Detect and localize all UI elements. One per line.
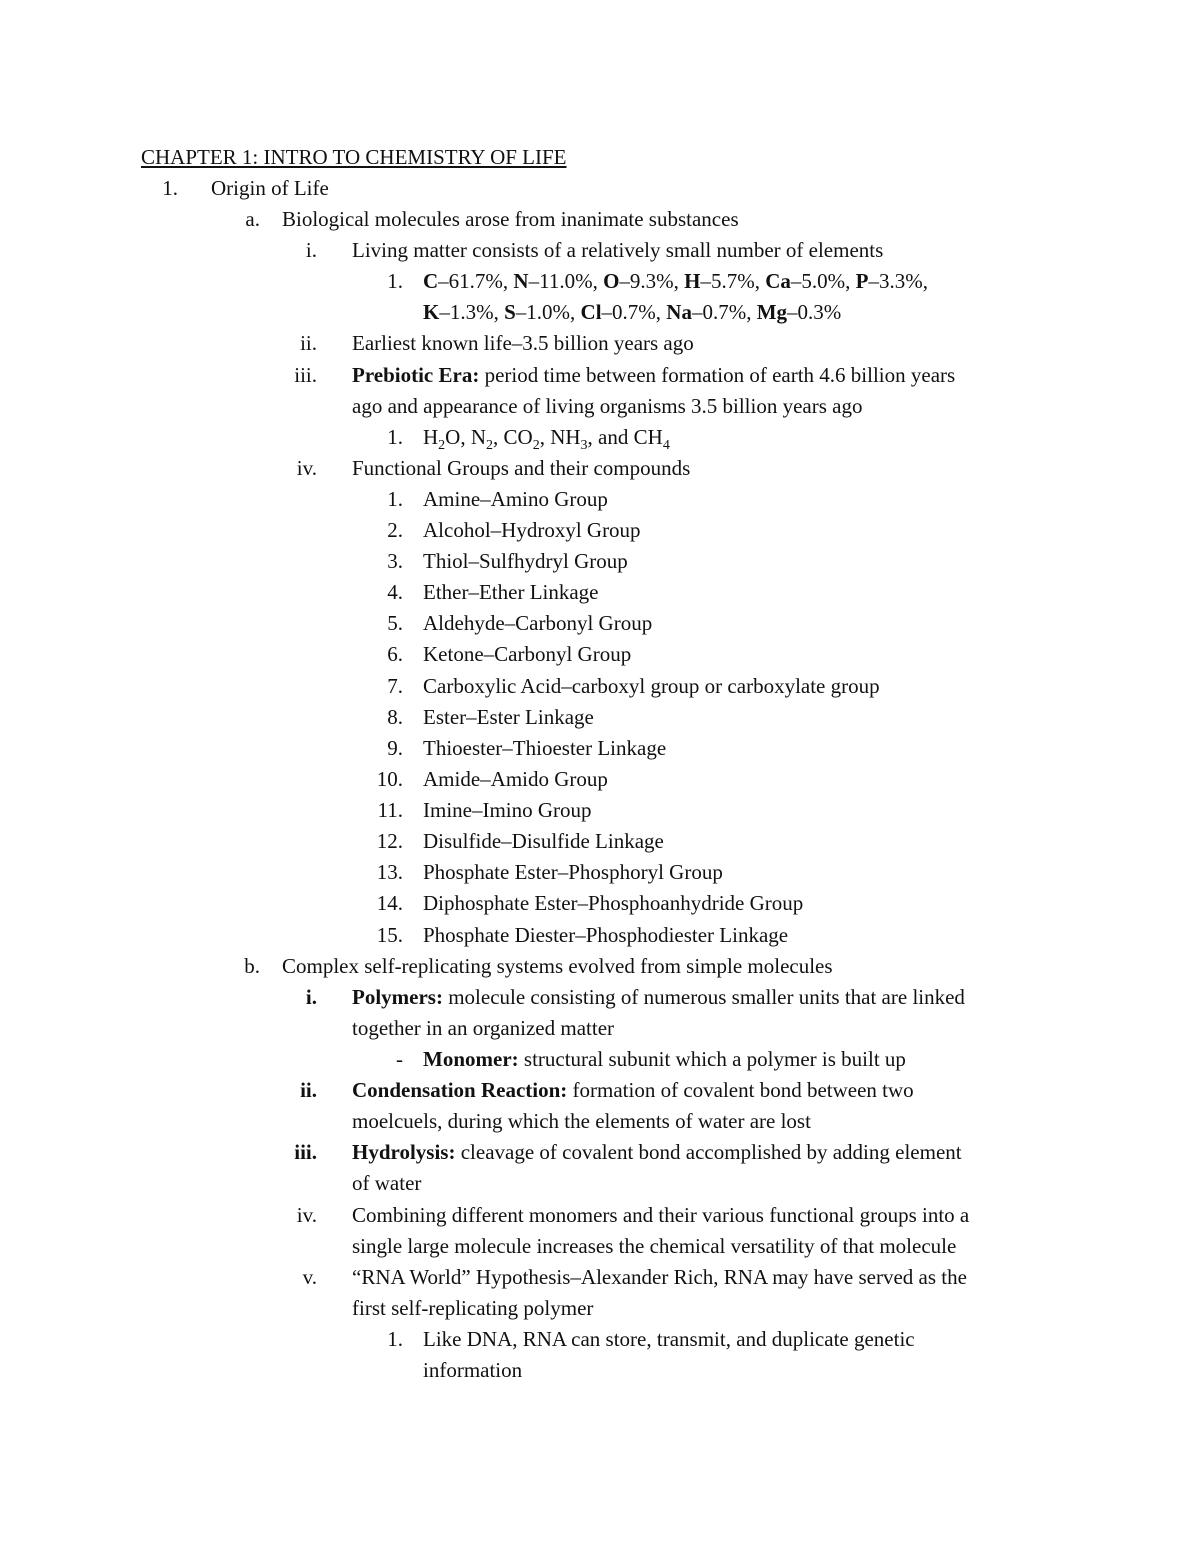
- functional-group-item: Ketone–Carbonyl Group: [423, 642, 632, 666]
- chemical-formulas: $H_2O$, $N_2$, $CO_2$, $NH_3$, and $CH_4$: [423, 425, 670, 453]
- list-marker: 9.: [387, 736, 403, 760]
- list-item-text: “RNA World” Hypothesis–Alexander Rich, RNA may have served as the: [352, 1265, 967, 1289]
- list-marker: 8.: [387, 705, 403, 729]
- list-marker: 12.: [376, 829, 403, 853]
- functional-group-item: Diphosphate Ester–Phosphoanhydride Group: [423, 891, 804, 915]
- list-marker: b.: [244, 954, 260, 978]
- element-percentages-line-2: K–1.3%, S–1.0%, Cl–0.7%, Na–0.7%, Mg–0.3%: [423, 300, 842, 324]
- dash-bullet: -: [396, 1047, 403, 1071]
- list-marker: 1.: [387, 487, 403, 511]
- list-marker: 2.: [387, 518, 403, 542]
- functional-group-item: Amide–Amido Group: [423, 767, 608, 791]
- list-marker: iv.: [296, 1203, 317, 1227]
- list-item-text: Hydrolysis: cleavage of covalent bond accomplished by adding element: [352, 1140, 962, 1164]
- sub-bullet-text: Monomer: structural subunit which a polymer is built up: [423, 1047, 906, 1071]
- list-marker: 14.: [376, 891, 403, 915]
- list-item-text: Biological molecules arose from inanimate substances: [282, 207, 739, 231]
- list-item-text: Polymers: molecule consisting of numerous smaller units that are linked: [352, 985, 965, 1009]
- list-item-text: Living matter consists of a relatively small number of elements: [352, 238, 884, 262]
- list-marker: 4.: [387, 580, 403, 604]
- list-item-text-continued: ago and appearance of living organisms 3.5 billion years ago: [352, 394, 863, 418]
- functional-group-item: Ester–Ester Linkage: [423, 705, 594, 729]
- list-marker: 10.: [376, 767, 403, 791]
- list-item-text-continued: of water: [352, 1171, 422, 1195]
- list-marker: 3.: [387, 549, 403, 573]
- list-item-text: Like DNA, RNA can store, transmit, and duplicate genetic: [423, 1327, 915, 1351]
- section-heading: Origin of Life: [211, 176, 329, 200]
- list-marker: 1.: [387, 1327, 403, 1351]
- list-marker: i.: [305, 238, 317, 262]
- list-marker: a.: [245, 207, 260, 231]
- list-item-text: Combining different monomers and their various functional groups into a: [352, 1203, 970, 1227]
- page-title: CHAPTER 1: INTRO TO CHEMISTRY OF LIFE: [141, 145, 567, 169]
- functional-group-item: Amine–Amino Group: [423, 487, 608, 511]
- list-marker: 15.: [376, 923, 403, 947]
- list-marker: 5.: [387, 611, 403, 635]
- functional-group-item: Disulfide–Disulfide Linkage: [423, 829, 664, 853]
- functional-group-item: Phosphate Diester–Phosphodiester Linkage: [423, 923, 789, 947]
- list-marker: 11.: [377, 798, 403, 822]
- list-item-text-continued: single large molecule increases the chemical versatility of that molecule: [352, 1234, 957, 1258]
- list-item-text-continued: information: [423, 1358, 523, 1382]
- list-marker: i.: [305, 985, 317, 1009]
- functional-group-item: Thioester–Thioester Linkage: [423, 736, 667, 760]
- list-item-text-continued: together in an organized matter: [352, 1016, 615, 1040]
- list-marker: v.: [302, 1265, 317, 1289]
- functional-group-item: Phosphate Ester–Phosphoryl Group: [423, 860, 723, 884]
- list-item-text: Complex self-replicating systems evolved from simple molecules: [282, 954, 833, 978]
- list-marker: ii.: [300, 1078, 317, 1102]
- list-item-text: Earliest known life–3.5 billion years ago: [352, 331, 694, 355]
- list-marker: iii.: [294, 1140, 317, 1164]
- list-item-text-continued: first self-replicating polymer: [352, 1296, 594, 1320]
- list-marker: ii.: [300, 331, 317, 355]
- list-item-text-continued: moelcuels, during which the elements of water are lost: [352, 1109, 811, 1133]
- functional-group-item: Thiol–Sulfhydryl Group: [423, 549, 628, 573]
- list-item-text: Condensation Reaction: formation of covalent bond between two: [352, 1078, 914, 1102]
- list-marker: 6.: [387, 642, 403, 666]
- list-marker: 7.: [387, 674, 403, 698]
- functional-group-item: Alcohol–Hydroxyl Group: [423, 518, 641, 542]
- list-marker: iv.: [296, 456, 317, 480]
- element-percentages-line-1: C–61.7%, N–11.0%, O–9.3%, H–5.7%, Ca–5.0%, P–3.3%,: [423, 269, 928, 293]
- list-marker: 1.: [387, 425, 403, 449]
- list-marker: iii.: [294, 363, 317, 387]
- list-item-text: Functional Groups and their compounds: [352, 456, 691, 480]
- list-marker: 1.: [387, 269, 403, 293]
- functional-group-item: Carboxylic Acid–carboxyl group or carboxylate group: [423, 674, 880, 698]
- list-item-text: Prebiotic Era: period time between formation of earth 4.6 billion years: [352, 363, 956, 387]
- list-marker: 13.: [376, 860, 403, 884]
- list-marker: 1.: [162, 176, 178, 200]
- functional-group-item: Aldehyde–Carbonyl Group: [423, 611, 653, 635]
- functional-group-item: Imine–Imino Group: [423, 798, 592, 822]
- functional-group-item: Ether–Ether Linkage: [423, 580, 599, 604]
